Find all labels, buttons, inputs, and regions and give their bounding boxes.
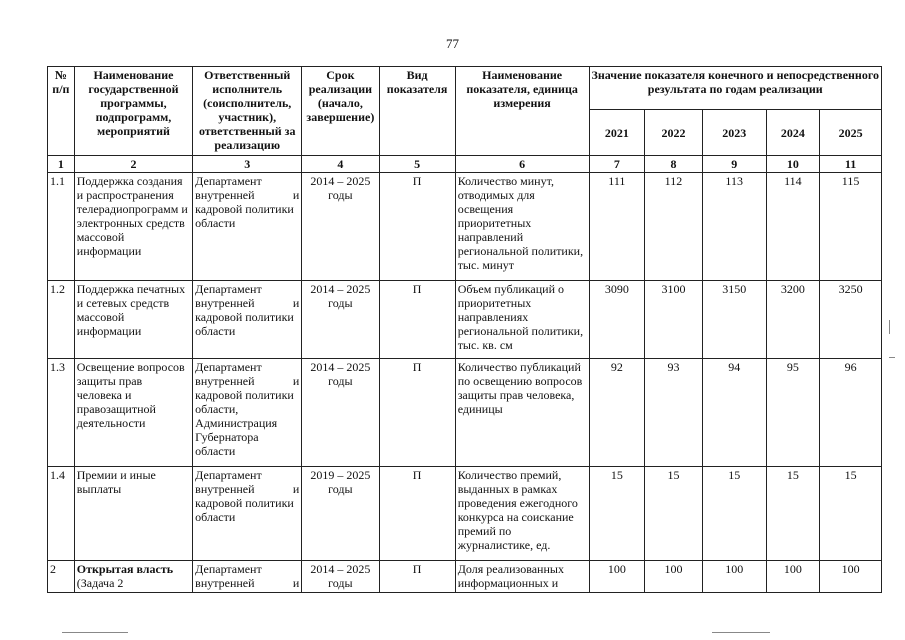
resp-word: внутренней — [195, 374, 255, 388]
resp-word: и — [292, 374, 300, 388]
row-value: 115 — [820, 173, 882, 281]
column-number: 9 — [702, 156, 766, 173]
column-number: 4 — [302, 156, 379, 173]
row-name-rest: (Задача 2 — [76, 576, 124, 590]
resp-line1: Департамент — [195, 282, 262, 296]
row-kind: П — [379, 561, 455, 593]
header-year: 2025 — [820, 110, 882, 156]
column-number: 3 — [193, 156, 302, 173]
resp-line1: Департамент — [195, 174, 262, 188]
column-number: 11 — [820, 156, 882, 173]
row-value: 94 — [702, 359, 766, 467]
row-number: 1.3 — [48, 359, 75, 467]
header-responsible: Ответственный исполнитель (соисполнитель, участник), ответственный за реализацию — [193, 67, 302, 156]
row-kind: П — [379, 173, 455, 281]
row-value: 3200 — [766, 281, 820, 359]
header-year: 2022 — [645, 110, 703, 156]
resp-line2 — [195, 576, 299, 590]
row-value: 100 — [589, 561, 645, 593]
column-number: 6 — [455, 156, 589, 173]
resp-word: и — [292, 482, 300, 496]
table-row — [48, 173, 882, 281]
table-row — [48, 359, 882, 467]
row-responsible — [193, 173, 302, 281]
row-name: Поддержка печатных и сетевых средств массовой информации — [74, 281, 192, 359]
resp-line2 — [195, 482, 299, 496]
header-row-1 — [48, 67, 882, 110]
row-value: 3150 — [702, 281, 766, 359]
header-kind: Вид показателя — [379, 67, 455, 156]
row-indicator: Количество премий, выданных в рамках проведения ежегодного конкурса на соискание премий по журналистике, ед. — [455, 467, 589, 561]
table-row — [48, 561, 882, 593]
row-responsible — [193, 359, 302, 467]
row-value: 114 — [766, 173, 820, 281]
resp-rest: кадровой политики области — [195, 496, 294, 524]
row-number: 1.2 — [48, 281, 75, 359]
row-value: 15 — [820, 467, 882, 561]
resp-rest: кадровой политики области — [195, 310, 294, 338]
resp-word: внутренней — [195, 296, 255, 310]
row-name: Поддержка создания и распространения телерадиопрограмм и электронных средств массовой информации — [74, 173, 192, 281]
row-term: 2014 – 2025 годы — [302, 359, 379, 467]
column-number-row — [48, 156, 882, 173]
scan-line — [712, 632, 770, 633]
header-indicator: Наименование показателя, единица измерения — [455, 67, 589, 156]
row-responsible — [193, 281, 302, 359]
resp-rest: кадровой политики области, Администрация Губернатора области — [195, 388, 294, 458]
row-kind: П — [379, 359, 455, 467]
column-number: 5 — [379, 156, 455, 173]
indicators-table — [47, 66, 882, 593]
scan-mark — [889, 320, 890, 334]
header-year: 2021 — [589, 110, 645, 156]
row-value: 3100 — [645, 281, 703, 359]
row-responsible — [193, 467, 302, 561]
row-value: 96 — [820, 359, 882, 467]
table-row — [48, 467, 882, 561]
header-year: 2023 — [702, 110, 766, 156]
row-number: 1.1 — [48, 173, 75, 281]
resp-word: внутренней — [195, 188, 255, 202]
row-responsible — [193, 561, 302, 593]
row-value: 15 — [645, 467, 703, 561]
row-name: Освещение вопросов защиты прав человека и правозащитной деятельности — [74, 359, 192, 467]
column-number: 1 — [48, 156, 75, 173]
row-value: 15 — [589, 467, 645, 561]
column-number: 2 — [74, 156, 192, 173]
resp-line1: Департамент — [195, 468, 262, 482]
row-value: 111 — [589, 173, 645, 281]
row-indicator: Количество минут, отводимых для освещения приоритетных направлений региональной политики, тыс. минут — [455, 173, 589, 281]
resp-line1: Департамент — [195, 562, 262, 576]
row-number: 2 — [48, 561, 75, 593]
row-value: 3250 — [820, 281, 882, 359]
row-indicator: Количество публикаций по освещению вопросов защиты прав человека, единицы — [455, 359, 589, 467]
resp-word: и — [292, 296, 300, 310]
row-value: 113 — [702, 173, 766, 281]
scan-mark — [889, 357, 895, 358]
header-term: Срок реализации (начало, завершение) — [302, 67, 379, 156]
row-value: 15 — [766, 467, 820, 561]
resp-word: и — [292, 576, 300, 590]
resp-word: внутренней — [195, 576, 255, 590]
resp-line1: Департамент — [195, 360, 262, 374]
row-kind: П — [379, 281, 455, 359]
row-value: 92 — [589, 359, 645, 467]
resp-rest: кадровой политики области — [195, 202, 294, 230]
table-row — [48, 281, 882, 359]
row-value: 95 — [766, 359, 820, 467]
row-value: 100 — [645, 561, 703, 593]
header-name: Наименование государственной программы, подпрограмм, мероприятий — [74, 67, 192, 156]
row-value: 100 — [702, 561, 766, 593]
row-name-bold: Открытая власть — [76, 562, 174, 576]
column-number: 8 — [645, 156, 703, 173]
resp-word: внутренней — [195, 482, 255, 496]
header-years-group: Значение показателя конечного и непосредственного результата по годам реализации — [589, 67, 881, 110]
row-term: 2014 – 2025 годы — [302, 561, 379, 593]
column-number: 10 — [766, 156, 820, 173]
row-name — [74, 561, 192, 593]
row-value: 100 — [820, 561, 882, 593]
header-num: № п/п — [48, 67, 75, 156]
resp-word: и — [292, 188, 300, 202]
resp-line2 — [195, 296, 299, 310]
row-value: 100 — [766, 561, 820, 593]
row-indicator: Доля реализованных информационных и — [455, 561, 589, 593]
column-number: 7 — [589, 156, 645, 173]
page-number: 77 — [446, 36, 459, 51]
row-name: Премии и иные выплаты — [74, 467, 192, 561]
row-term: 2014 – 2025 годы — [302, 281, 379, 359]
row-value: 93 — [645, 359, 703, 467]
row-value: 112 — [645, 173, 703, 281]
scan-line — [62, 632, 128, 633]
row-term: 2014 – 2025 годы — [302, 173, 379, 281]
row-kind: П — [379, 467, 455, 561]
row-value: 15 — [702, 467, 766, 561]
header-year: 2024 — [766, 110, 820, 156]
resp-line2 — [195, 188, 299, 202]
row-number: 1.4 — [48, 467, 75, 561]
row-value: 3090 — [589, 281, 645, 359]
row-indicator: Объем публикаций о приоритетных направлениях региональной политики, тыс. кв. см — [455, 281, 589, 359]
row-term: 2019 – 2025 годы — [302, 467, 379, 561]
resp-line2 — [195, 374, 299, 388]
